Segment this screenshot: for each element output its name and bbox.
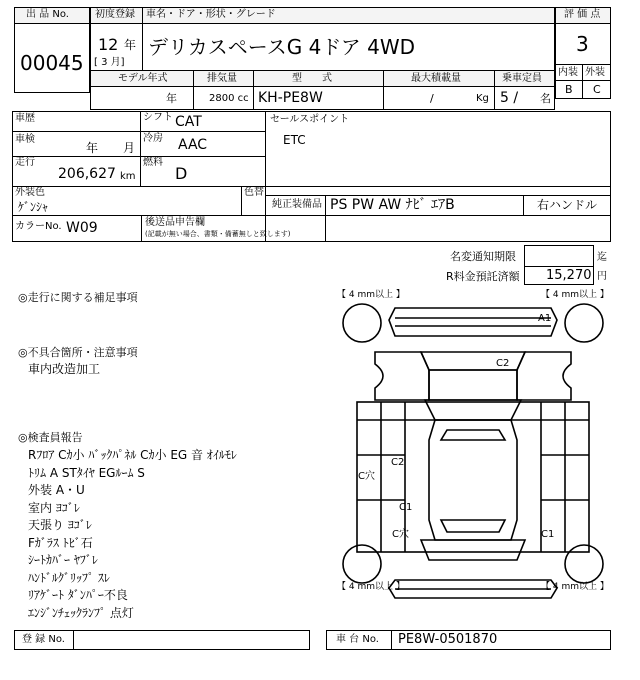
deadline-label: 名変通知期限 [450, 250, 516, 263]
driving-notes-title: ◎走行に関する補足事項 [18, 291, 138, 304]
sales-point-label: セールスポイント [270, 114, 350, 125]
exterior-grade: C [593, 83, 601, 96]
deadline-unit: 迄 [597, 252, 607, 263]
recycle-label: R料金預託済額 [446, 270, 520, 283]
inspector-line: ﾘｱｹﾞｰﾄ ﾀﾞﾝﾊﾟｰ不良 [28, 588, 128, 602]
exterior-color-label: 外装色 [15, 187, 45, 198]
front-bumper [389, 308, 557, 336]
fuel-label: 燃料 [143, 157, 163, 168]
tire-tl-label: 【 4 mm以上 】 [337, 290, 405, 300]
capacity-label: 乗車定員 [502, 73, 542, 84]
inspector-line: ｴﾝｼﾞﾝﾁｪｯｸﾗﾝﾌﾟ 点灯 [28, 605, 134, 620]
equipment-label: 純正装備品 [272, 199, 322, 210]
ac-label: 冷房 [143, 133, 163, 144]
model-year-label: モデル年式 [118, 73, 168, 84]
first-reg-year-unit: 年 [124, 38, 137, 52]
type-value: KH-PE8W [258, 90, 323, 106]
hood [421, 352, 525, 370]
inspector-title: ◎検査員報告 [18, 431, 83, 444]
tire-br-label: 【 4 mm以上 】 [541, 582, 609, 592]
color-no-label: カラーNo. [15, 221, 62, 232]
score: 3 [576, 32, 589, 56]
inspector-line: Fｶﾞﾗｽ ﾄﾋﾞ石 [28, 535, 93, 550]
displacement-label: 排気量 [207, 73, 237, 84]
rear-gate [421, 540, 525, 560]
first-reg-month: [ 3 月] [94, 57, 125, 68]
ac-value: AAC [178, 137, 208, 153]
shift-value: CAT [175, 114, 202, 130]
mark-c-hole2: C穴 [392, 529, 409, 540]
recycle-unit: 円 [597, 271, 607, 282]
first-reg-year: 12 [98, 35, 119, 54]
model-year-unit: 年 [166, 92, 177, 105]
mark-c1-left: C1 [399, 502, 413, 513]
lot-label: 出 品 No. [26, 9, 69, 20]
tire-tr-label: 【 4 mm以上 】 [541, 290, 609, 300]
inspector-line: 外装 A・U [28, 483, 85, 497]
fuel-value: D [175, 164, 188, 183]
mark-c-hole: C穴 [358, 471, 375, 482]
reg-no-box [73, 630, 310, 650]
mark-c2-side: C2 [391, 457, 405, 468]
aftermarket-label: 後送品申告欄 [145, 217, 205, 228]
tire-front-left [343, 304, 381, 342]
windshield [425, 400, 521, 420]
chassis-label: 車 台 No. [336, 634, 379, 645]
displacement: 2800 cc [209, 93, 249, 104]
car-name: デリカスペースG 4ドア 4WD [148, 35, 416, 59]
tire-bl-label: 【 4 mm以上 】 [337, 582, 405, 592]
front-fender-left [375, 352, 429, 400]
tire-rear-right [565, 545, 603, 583]
lot-number: 00045 [20, 51, 84, 75]
sales-point: ETC [283, 133, 306, 147]
interior-label: 内装 [558, 67, 578, 78]
inspector-line: 天張り ﾖｺﾞﾚ [28, 518, 92, 532]
defects-text: 車内改造加工 [28, 362, 101, 376]
max-load-label: 最大積載量 [411, 73, 461, 84]
capacity-unit: 名 [540, 92, 551, 105]
exterior-label: 外装 [585, 67, 605, 78]
defects-title: ◎不具合箇所・注意事項 [18, 346, 138, 359]
inspector-line: ﾄﾘﾑ A STﾀｲﾔ EGﾙｰﾑ S [28, 465, 145, 480]
inspector-line: Rﾌﾛｱ Cｶ小 ﾊﾞｯｸﾊﾟﾈﾙ Cｶ小 EG 音 ｵｲﾙﾓﾚ [28, 448, 237, 462]
mark-c2-top: C2 [496, 358, 510, 369]
mileage-label: 走行 [15, 157, 35, 168]
load-slash: / [430, 92, 434, 105]
inspector-line: ｼｰﾄｶﾊﾞｰ ﾔﾌﾞﾚ [28, 553, 98, 567]
first-reg-label: 初度登録 [95, 9, 135, 20]
chassis-no: PE8W-0501870 [398, 632, 498, 647]
color-no: W09 [66, 220, 98, 236]
steering: 右ハンドル [537, 198, 598, 212]
front-fender-right [517, 352, 571, 400]
type-label: 型 式 [292, 73, 332, 84]
exterior-color: ｹﾞﾝｼｬ [18, 200, 49, 214]
load-unit: Kg [476, 93, 489, 104]
inspector-line: 室内 ﾖｺﾞﾚ [28, 500, 80, 515]
inspection-month-unit: 月 [123, 141, 136, 155]
reg-no-label: 登 録 No. [22, 634, 65, 645]
car-outline [335, 290, 611, 602]
deadline-box [524, 245, 594, 267]
capacity: 5 / [500, 90, 519, 106]
mileage: 206,627 [58, 166, 116, 182]
mileage-unit: km [120, 171, 136, 182]
shift-label: シフト [143, 112, 173, 123]
inspector-line: ﾊﾝﾄﾞﾙｸﾞﾘｯﾌﾟ ｽﾚ [28, 570, 110, 585]
car-name-label: 車名・ドア・形状・グレード [146, 9, 276, 20]
history-label: 車歴 [15, 113, 35, 124]
mark-c1-right: C1 [541, 529, 555, 540]
tire-rear-left [343, 545, 381, 583]
inspection-year-unit: 年 [86, 141, 99, 155]
aftermarket-note: (記載が無い場合、書類・備蓄無しと致します) [145, 230, 291, 238]
interior-grade: B [565, 83, 573, 96]
grade-label: 評 価 点 [564, 9, 601, 20]
inspection-label: 車検 [15, 134, 35, 145]
equipment: PS PW AW ﾅﾋﾞ ｴｱB [330, 197, 455, 213]
recycle-amount: 15,270 [546, 268, 592, 283]
mark-a1: A1 [538, 313, 552, 324]
car-diagram [335, 290, 611, 602]
tire-front-right [565, 304, 603, 342]
color-change-label: 色替 [244, 187, 264, 198]
inspector-lines [28, 446, 328, 621]
